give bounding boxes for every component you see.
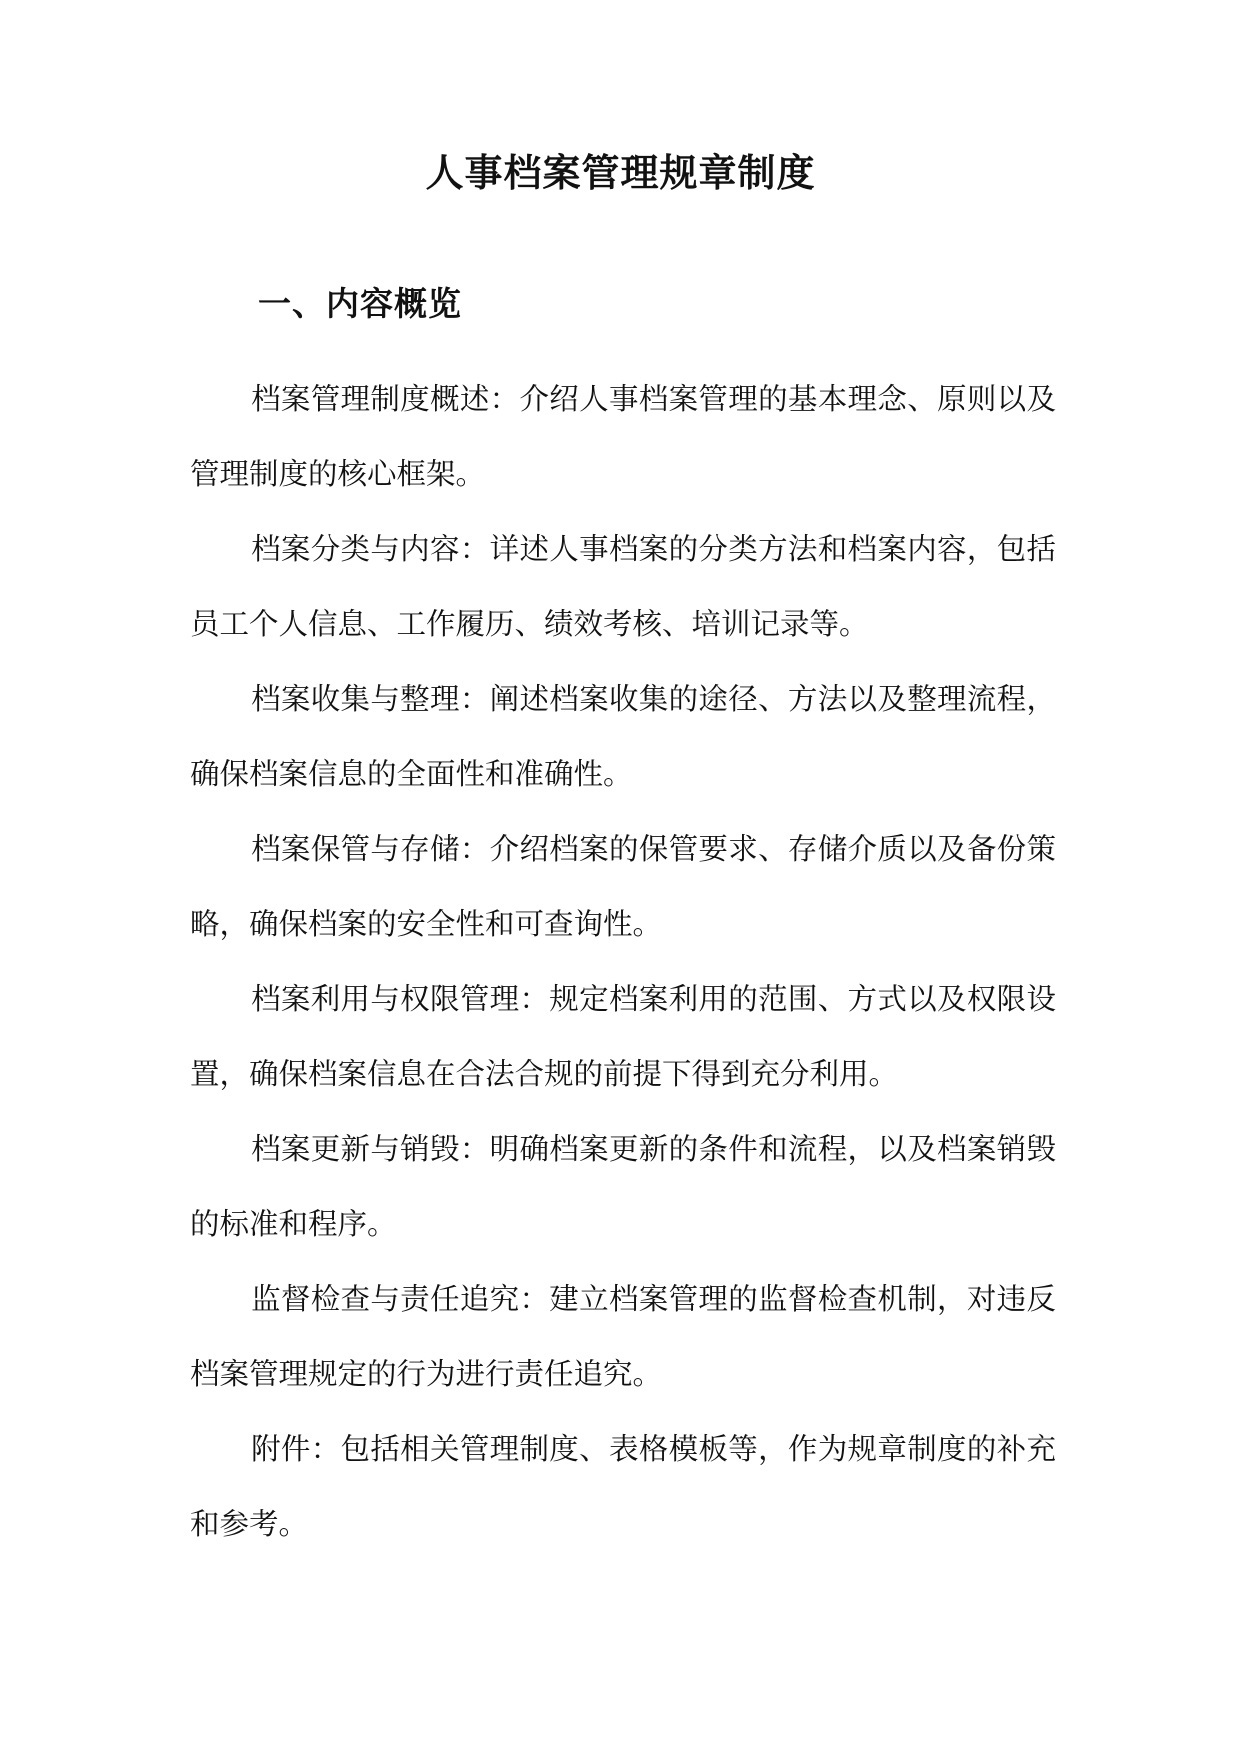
paragraph-update-destruction: 档案更新与销毁：明确档案更新的条件和流程，以及档案销毁的标准和程序。 — [190, 1132, 1056, 1241]
section-heading: 一、内容概览 — [258, 284, 462, 323]
paragraph-attachments: 附件：包括相关管理制度、表格模板等，作为规章制度的补充和参考。 — [190, 1432, 1056, 1541]
paragraph-collection: 档案收集与整理：阐述档案收集的途径、方法以及整理流程，确保档案信息的全面性和准确性。 — [190, 682, 1056, 791]
document-body — [190, 362, 1056, 1562]
paragraph-usage-permissions: 档案利用与权限管理：规定档案利用的范围、方式以及权限设置，确保档案信息在合法合规的前提下得到充分利用。 — [190, 982, 1056, 1091]
document-title: 人事档案管理规章制度 — [425, 150, 816, 195]
paragraph-classification: 档案分类与内容：详述人事档案的分类方法和档案内容，包括员工个人信息、工作履历、绩效考核、培训记录等。 — [190, 532, 1056, 641]
paragraph-storage: 档案保管与存储：介绍档案的保管要求、存储介质以及备份策略，确保档案的安全性和可查询性。 — [190, 832, 1056, 941]
paragraph-overview: 档案管理制度概述：介绍人事档案管理的基本理念、原则以及管理制度的核心框架。 — [190, 382, 1056, 491]
paragraph-supervision: 监督检查与责任追究：建立档案管理的监督检查机制，对违反档案管理规定的行为进行责任追究。 — [190, 1282, 1056, 1391]
